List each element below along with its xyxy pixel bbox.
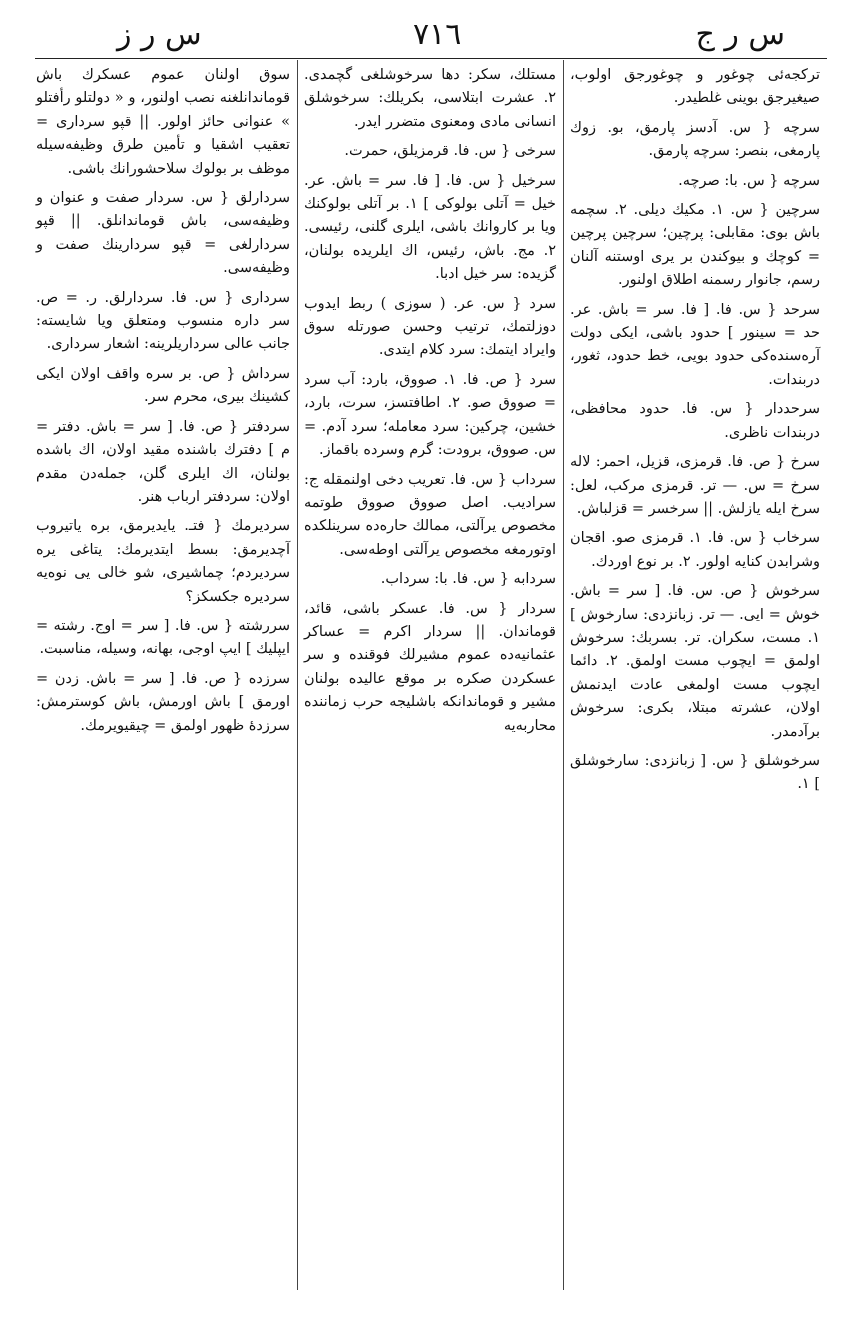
entry	[570, 451, 820, 521]
entry	[304, 369, 556, 463]
entry	[570, 199, 820, 293]
entry-text: سردار { س. فا. عسکر باشی، قائد، قوماندان. || سردار اکرم = عساکر عثمانیه‌ده عموم مشیرلك فوقنده و سر عسکردن صکره بر موقع عالیده بولنان مشیر و قوماندانکه باشلیجه حرب زماننده محاربه‌یه	[304, 600, 556, 734]
entry	[304, 598, 556, 738]
page-number: ٧١٦	[413, 17, 462, 52]
entry-text: سرحد { س. فا. [ فا. سر = باش. عر. حد = سینور ] حدود باشی، ایکی دولت آره‌سنده‌کی حدود بویی، خط حدود، ثغور، دربندات.	[570, 301, 820, 388]
entry	[304, 64, 556, 134]
column-middle	[304, 64, 556, 744]
entry-text: سرد { س. عر. ( سوزی ) ربط ایدوب دوزلتمك، ترتیب وحسن صورتله سوق وایراد ایتمك: سرد کلام ایتدی.	[304, 295, 556, 359]
entry	[36, 287, 290, 357]
entry	[36, 615, 290, 662]
entry-text: سرخوش { ص. س. فا. [ سر = باش. خوش = ایی. — تر. زبانزدی: سارخوش ] ۱. مست، سکران. تر. بسربك: سرخوش اولمق = ایچوب مست اولمق. ۲. دائما ایچوب مست اولمغی عادت ایدنمش اولان، عشرته مبتلا، بکری: سرخوش برآدمدر.	[570, 583, 820, 740]
entry-text: سرخ { ص. فا. قرمزی، قزیل، احمر: لاله سرخ = س. — تر. قرمزی مرکب، لعل: سرخ ایله یازلش. || سرخسر = قزلباش.	[570, 454, 820, 517]
entry-text: سرخاب { س. فا. ۱. قرمزی صو. اقجان وشرابدن کنایه اولور. ۲. بر نوع اوردك.	[570, 530, 820, 570]
header-rule	[35, 58, 827, 59]
header-left-letters: س ر ز	[117, 17, 202, 52]
entry-text: سررشته { س. فا. [ سر = اوج. رشته = ایپلیك ] ایپ اوجی، بهانه، وسیله، مناسبت.	[36, 617, 290, 658]
entry	[570, 750, 820, 797]
entry	[304, 293, 556, 363]
entry	[304, 469, 556, 563]
column-right	[570, 64, 820, 803]
entry	[36, 416, 290, 510]
entry	[570, 170, 820, 193]
entry	[36, 64, 290, 181]
entry-text: سرچه { س. با: صرچه.	[678, 172, 820, 189]
entry-text: سرخوشلق { س. [ زبانزدی: سارخوشلق ] ۱.	[570, 752, 820, 793]
entry	[570, 64, 820, 111]
entry	[570, 580, 820, 744]
entry-text: سرحددار { س. فا. حدود محافظی، دربندات ناظری.	[570, 401, 820, 441]
entry	[304, 170, 556, 287]
entry	[36, 187, 290, 281]
entry-text: سرچین { س. ۱. مکیك دیلی. ۲. سچمه باش بوی: مقابلی: پرچین؛ سرچین پرچین = کوچك و بیوکندن بر یری اوستنه آلنان رسم، جانوار رسمنه اطلاق اولنور.	[570, 202, 821, 289]
entry	[36, 363, 290, 410]
entry	[36, 515, 290, 609]
entry-text: سردفتر { ص. فا. [ سر = باش. دفتر = م ] دفترك باشنده مقید اولان، اك باشده بولنان، اك ایلری گلن، جمله‌دن مقدم اولان: سردفتر ارباب هنر.	[36, 418, 290, 505]
entry-text: ترکجه‌ئی چوغور و چوغورجق اولوب، صیغیرجق بوینی غلطیدر.	[570, 67, 820, 107]
entry-text: سرچه { س. آدسز پارمق، بو. زوك پارمغی، بنصر: سرچه پارمق.	[570, 119, 820, 160]
column-divider-left	[297, 60, 298, 1290]
entry	[304, 568, 556, 591]
entry	[304, 140, 556, 163]
entry	[570, 527, 820, 574]
column-divider-right	[563, 60, 564, 1290]
entry	[36, 668, 290, 738]
entry-text: سرداش { ص. بر سره واقف اولان ایکی کشینك بیری، محرم سر.	[36, 365, 290, 406]
entry-text: سرزده { ص. فا. [ سر = باش. زدن = اورمق ] باش اورمش، باش کوسترمش: سرزدهٔ ظهور اولمق = چیقیویرمك.	[36, 670, 290, 734]
entry-text: مستلك، سکر: دها سرخوشلغی گچمدی. ۲. عشرت ابتلاسی، بکریلك: سرخوشلق انسانی مادی ومعنوی متضرر ایدر.	[304, 67, 556, 130]
entry	[570, 398, 820, 445]
entry	[570, 299, 820, 393]
entry-text: سوق اولنان عموم عسکرك باش قوماندانلغنه نصب اولنور، و « دولتلو رأفتلو » عنوانی حائز اولور. || قپو سرداری = تعقیب اشقیا و تأمین طرق وظیفه‌سیله موظف بر بولوك سلاحشورانك باشی.	[36, 67, 290, 177]
column-left	[36, 64, 290, 744]
entry-text: سرخیل { س. فا. [ فا. سر = باش. عر. خیل = آتلی بولوکی ] ۱. بر آتلی بولوکنك ویا بر کاروانك باشی، ایلری گلنی، رئیسی. ۲. مج. باش، رئیس، اك ایلریده بولنان، گزیده: سر خیل ادبا.	[304, 172, 556, 283]
entry-text: سرخی { س. فا. قرمزیلق، حمرت.	[344, 143, 556, 160]
entry-text: سردارلق { س. سردار صفت و عنوان و وظیفه‌سی، باش قوماندانلق. || قپو سردارلغی = قپو سردارینك صفت و وظیفه‌سی.	[36, 190, 290, 277]
page-header	[35, 14, 825, 58]
entry-text: سرداب { س. فا. تعریب دخی اولنمقله ج: سرادیب. اصل صووق صووق طوتمه مخصوص یرآلتی، ممالك حاره‌ده سرینلکده اوتورمغه مخصوص یرآلتی اوطه‌سی.	[304, 471, 556, 558]
entry-text: سرداری { س. فا. سردارلق. ر. = ص. سر داره منسوب ومتعلق ویا شایسته: جانب عالی سرداریلرینه: اشعار سرداری.	[36, 289, 290, 353]
entry-text: سردابه { س. فا. با: سرداب.	[380, 571, 556, 588]
entry-text: سردیرمك { فتـ. یایدیرمق، بره یاتیروب آچدیرمق: بسط ایتدیرمك: یتاغی یره سردیردم؛ چماشیری، شو خالی یی نوه‌یه سردیره جکسکز؟	[36, 518, 290, 605]
entry-text: سرد { ص. فا. ۱. صووق، بارد: آب سرد = صووق صو. ۲. اطافتسز، سرت، بارد، خشین، چرکین: سرد معامله؛ سرد آدم. = س. صووق، برودت: گرم وسرده باقماز.	[304, 371, 556, 459]
header-right-letters: س ر ج	[695, 17, 785, 52]
entry	[570, 117, 820, 164]
